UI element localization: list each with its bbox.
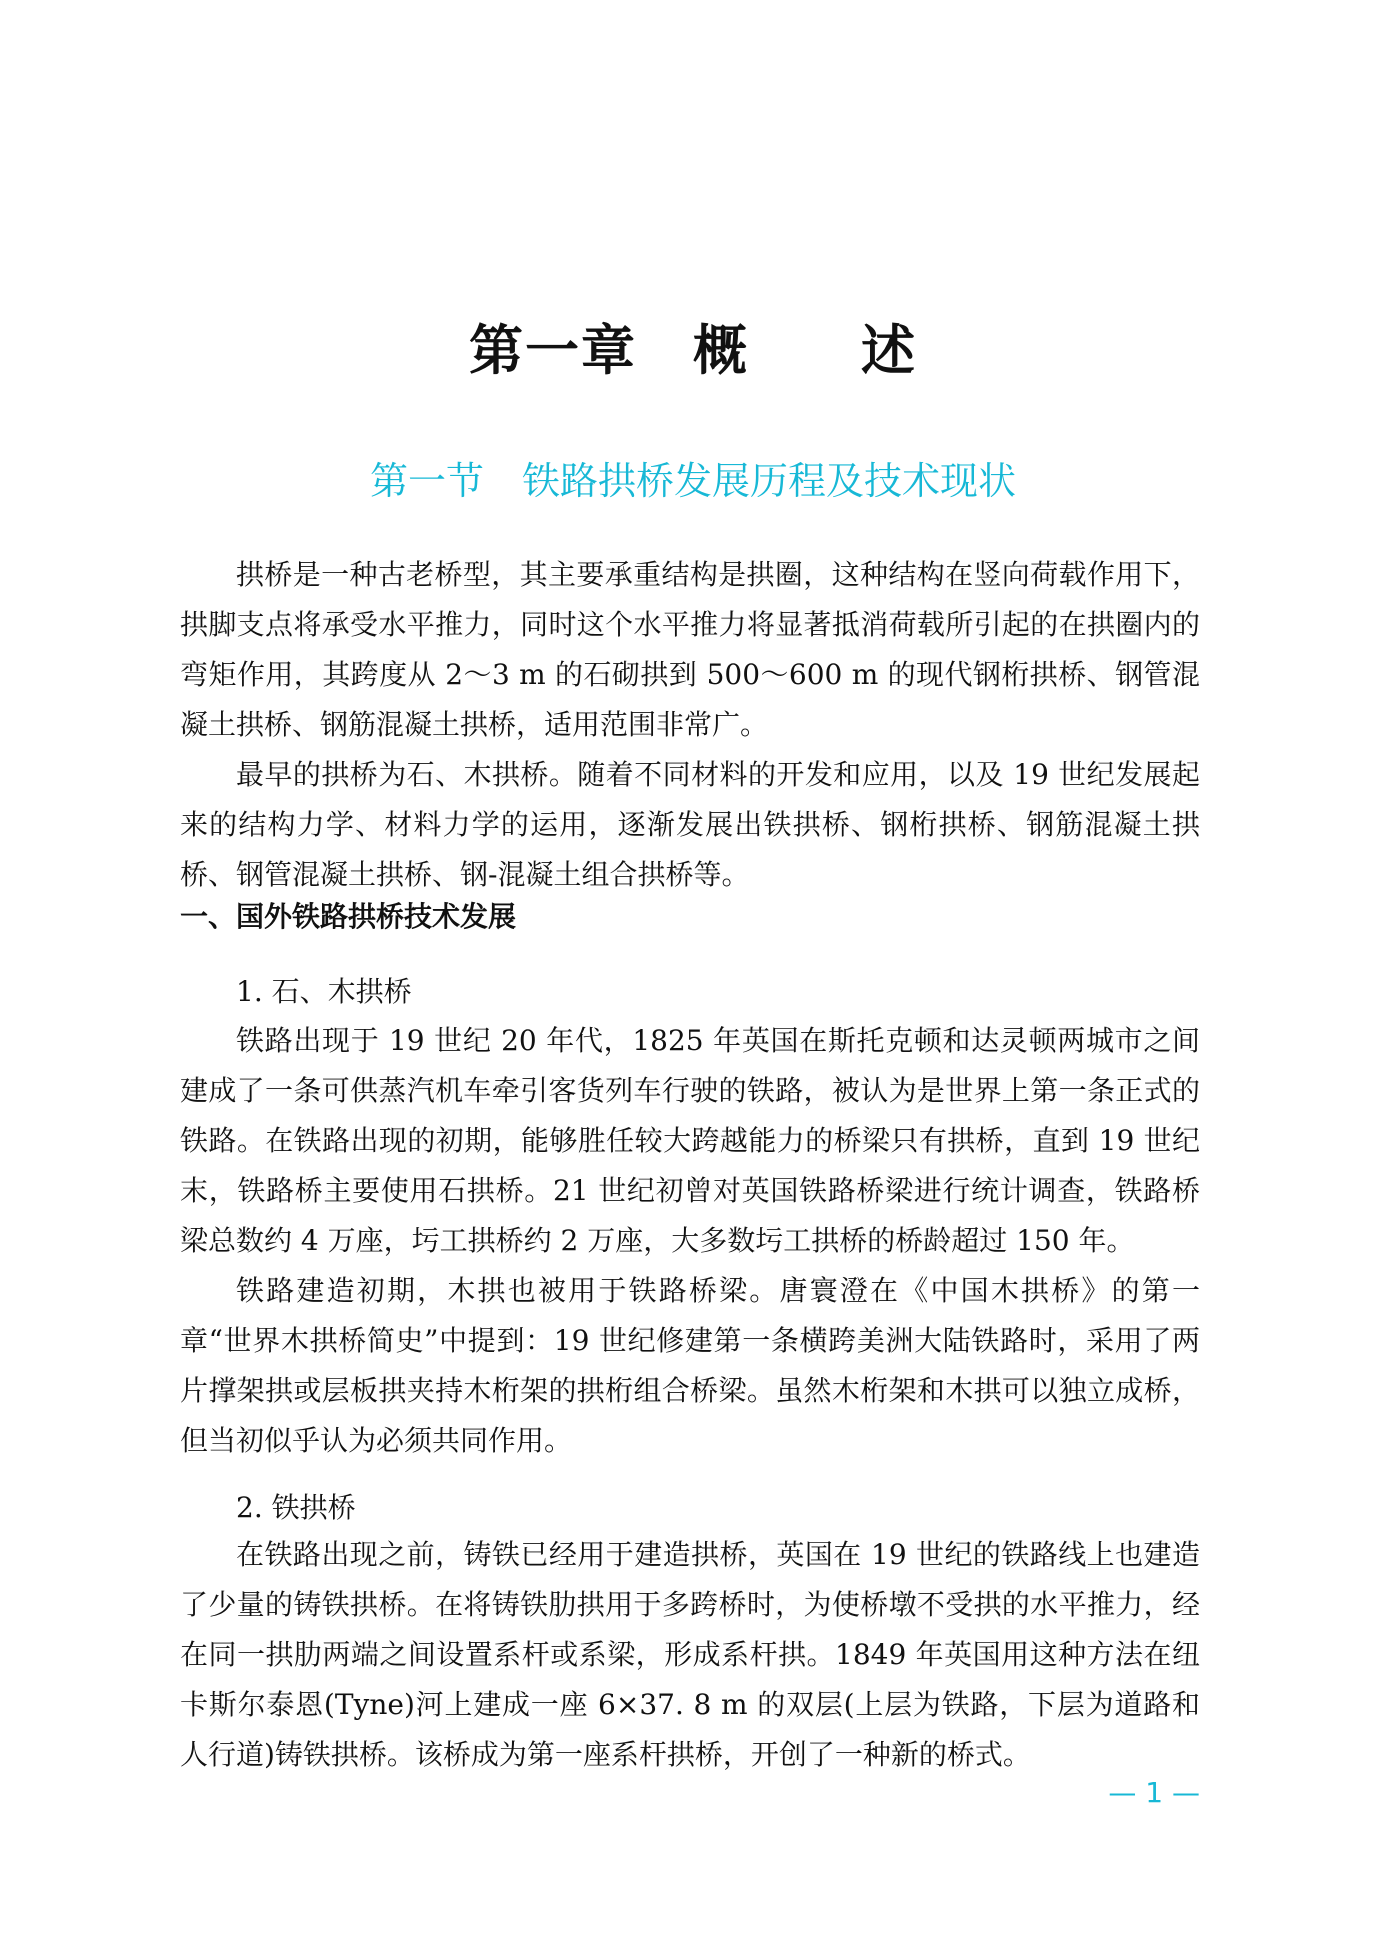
subsection-2-text bbox=[180, 1530, 1200, 1780]
subsection-1-paragraph-1: 铁路出现于 19 世纪 20 年代，1825 年英国在斯托克顿和达灵顿两城市之间建成了一条可供蒸汽机车牵引客货列车行驶的铁路，被认为是世界上第一条正式的铁路。在铁路出现的初期，能够胜任较大跨越能力的桥梁只有拱桥，直到 19 世纪末，铁路桥主要使用石拱桥。21 世纪初曾对英国铁路桥梁进行统计调查，铁路桥梁总数约 4 万座，圬工拱桥约 2 万座，大多数圬工拱桥的桥龄超过 150 年。 bbox=[180, 1024, 1200, 1257]
intro-text bbox=[180, 550, 1200, 900]
heading-foreign-development: 一、国外铁路拱桥技术发展 bbox=[180, 900, 517, 933]
intro-paragraph-2: 最早的拱桥为石、木拱桥。随着不同材料的开发和应用，以及 19 世纪发展起来的结构力学、材料力学的运用，逐渐发展出铁拱桥、钢桁拱桥、钢筋混凝土拱桥、钢管混凝土拱桥、钢-混凝土组合拱桥等。 bbox=[180, 758, 1200, 891]
subsection-1-title: 1. 石、木拱桥 bbox=[236, 975, 412, 1008]
page-number: — 1 — bbox=[1108, 1776, 1200, 1809]
chapter-title: 第一章 概 述 bbox=[469, 319, 917, 382]
section-title: 第一节 铁路拱桥发展历程及技术现状 bbox=[369, 459, 1016, 503]
subsection-1-paragraph-2: 铁路建造初期，木拱也被用于铁路桥梁。唐寰澄在《中国木拱桥》的第一章“世界木拱桥简史”中提到：19 世纪修建第一条横跨美洲大陆铁路时，采用了两片撑架拱或层板拱夹持木桁架的拱桁组合桥梁。虽然木桁架和木拱可以独立成桥，但当初似乎认为必须共同作用。 bbox=[180, 1274, 1200, 1457]
subsection-1-text bbox=[180, 1016, 1200, 1466]
subsection-2-title: 2. 铁拱桥 bbox=[236, 1491, 356, 1524]
subsection-2-paragraph-1: 在铁路出现之前，铸铁已经用于建造拱桥，英国在 19 世纪的铁路线上也建造了少量的铸铁拱桥。在将铸铁肋拱用于多跨桥时，为使桥墩不受拱的水平推力，经在同一拱肋两端之间设置系杆或系梁，形成系杆拱。1849 年英国用这种方法在纽卡斯尔泰恩(Tyne)河上建成一座 6×37. 8 m 的双层(上层为铁路，下层为道路和人行道)铸铁拱桥。该桥成为第一座系杆拱桥，开创了一种新的桥式。 bbox=[180, 1538, 1200, 1771]
intro-paragraph-1: 拱桥是一种古老桥型，其主要承重结构是拱圈，这种结构在竖向荷载作用下，拱脚支点将承受水平推力，同时这个水平推力将显著抵消荷载所引起的在拱圈内的弯矩作用，其跨度从 2～3 m 的石砌拱到 500～600 m 的现代钢桁拱桥、钢管混凝土拱桥、钢筋混凝土拱桥，适用范围非常广。 bbox=[180, 558, 1200, 741]
